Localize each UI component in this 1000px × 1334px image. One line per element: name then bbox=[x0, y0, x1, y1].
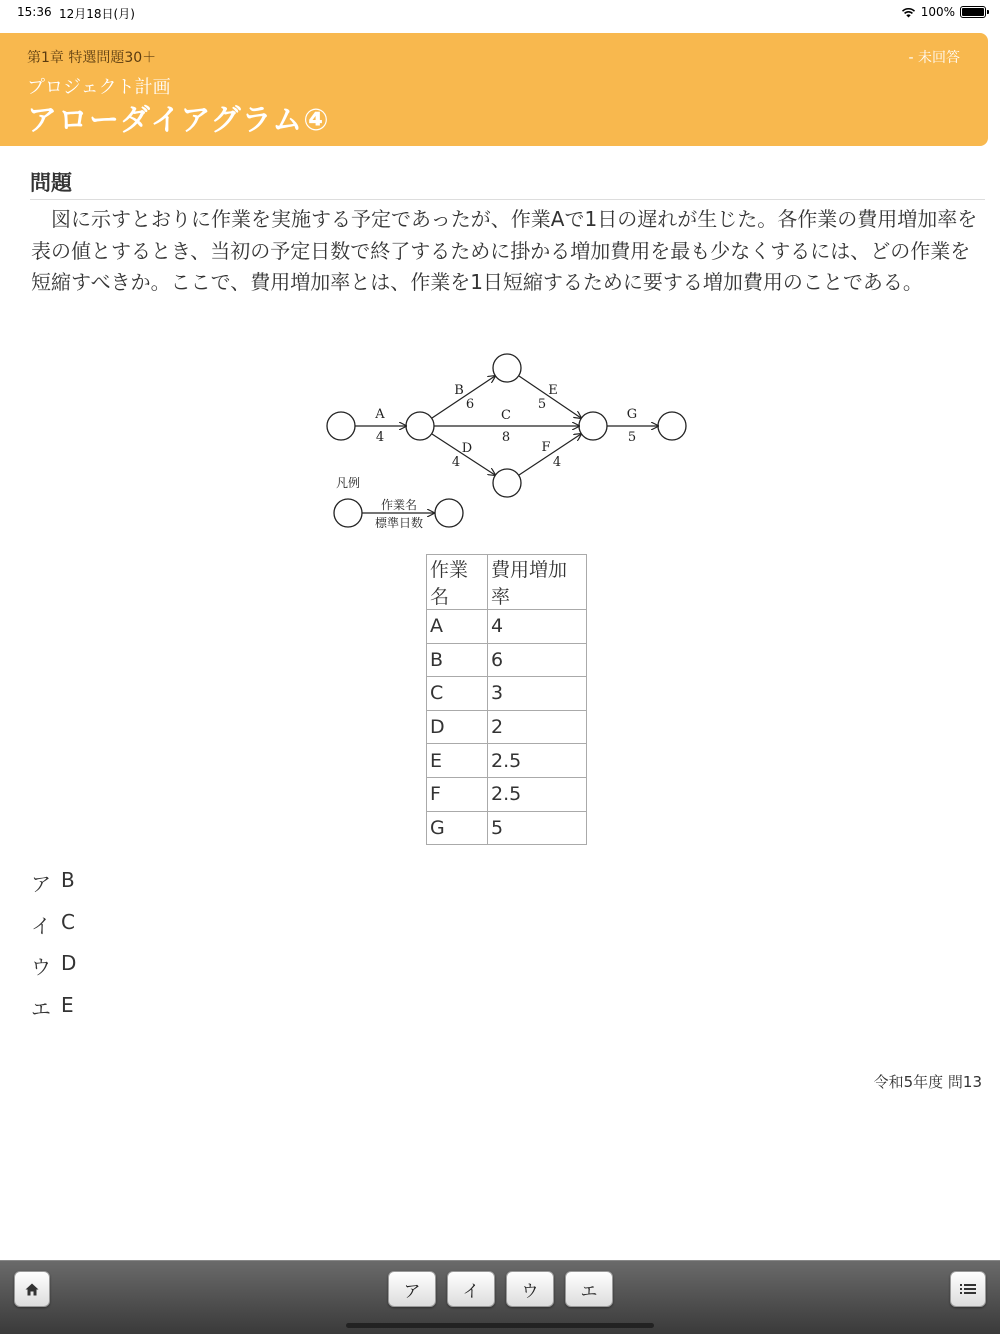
label-b-name: B bbox=[454, 383, 464, 398]
choice-value: C bbox=[61, 909, 75, 934]
table-row bbox=[427, 677, 587, 711]
table-cell: E bbox=[427, 744, 488, 778]
table-cell: G bbox=[427, 811, 488, 845]
table-cell: C bbox=[427, 677, 488, 711]
arrow-diagram bbox=[322, 350, 692, 535]
table-cell: F bbox=[427, 777, 488, 811]
status-bar bbox=[0, 0, 1000, 26]
table-cell: 4 bbox=[488, 610, 587, 644]
table-cell: B bbox=[427, 643, 488, 677]
battery-icon bbox=[960, 6, 986, 18]
status-time: 15:36 bbox=[17, 5, 52, 19]
chapter-label: 第1章 特選問題30＋ bbox=[27, 50, 157, 66]
choice-key: エ bbox=[31, 996, 51, 1021]
choice-i bbox=[31, 910, 76, 952]
cost-rate-table bbox=[426, 554, 587, 845]
answer-choices bbox=[31, 868, 76, 1034]
status-indicators bbox=[901, 5, 986, 19]
category-label: プロジェクト計画 bbox=[27, 77, 171, 98]
choice-value: E bbox=[61, 992, 74, 1017]
section-heading: 問題 bbox=[30, 171, 72, 195]
node-4 bbox=[493, 469, 521, 497]
label-a-name: A bbox=[375, 407, 385, 422]
label-d-name: D bbox=[461, 441, 473, 456]
table-cell: 5 bbox=[488, 811, 587, 845]
choice-key: イ bbox=[31, 913, 51, 938]
table-row bbox=[427, 710, 587, 744]
question-text: 図に示すとおりに作業を実施する予定であったが、作業Aで1日の遅れが生じた。各作業の費用増加率を表の値とするとき、当初の予定日数で終了するために掛かる増加費用を最も少なくするには、どの作業を短縮すべきか。ここで、費用増加率とは、作業を1日短縮するために要する増加費用のことである。 bbox=[31, 207, 978, 294]
home-icon bbox=[25, 1283, 39, 1296]
answer-button-i[interactable]: イ bbox=[447, 1271, 495, 1307]
choice-e bbox=[31, 993, 76, 1035]
divider bbox=[30, 199, 985, 200]
node-2 bbox=[406, 412, 434, 440]
choice-value: B bbox=[61, 868, 75, 892]
node-6 bbox=[658, 412, 686, 440]
label-e-days: 5 bbox=[537, 397, 547, 412]
label-d-days: 4 bbox=[451, 455, 461, 470]
label-f-days: 4 bbox=[552, 455, 562, 470]
table-row bbox=[427, 777, 587, 811]
home-indicator bbox=[346, 1323, 654, 1328]
question-header bbox=[0, 33, 988, 146]
table-row bbox=[427, 643, 587, 677]
choice-value: D bbox=[61, 951, 77, 975]
battery-percent: 100% bbox=[920, 5, 955, 19]
label-g-name: G bbox=[626, 407, 638, 422]
label-a-days: 4 bbox=[375, 430, 385, 445]
node-5 bbox=[579, 412, 607, 440]
table-row bbox=[427, 811, 587, 845]
label-b-days: 6 bbox=[465, 397, 475, 412]
label-f-name: F bbox=[541, 440, 551, 455]
list-icon bbox=[960, 1283, 976, 1295]
node-3 bbox=[493, 354, 521, 382]
status-date: 12月18日(月) bbox=[59, 7, 135, 21]
table-cell: 2.5 bbox=[488, 744, 587, 778]
column-header: 費用増加率 bbox=[488, 555, 587, 610]
legend-name: 作業名 bbox=[380, 498, 418, 512]
home-button[interactable] bbox=[14, 1271, 50, 1307]
legend-node-start bbox=[334, 499, 362, 527]
table-row bbox=[427, 610, 587, 644]
choice-key: ウ bbox=[31, 955, 51, 979]
wifi-icon bbox=[901, 7, 916, 18]
table-cell: A bbox=[427, 610, 488, 644]
legend-node-end bbox=[435, 499, 463, 527]
choice-a bbox=[31, 868, 76, 910]
label-c-days: 8 bbox=[501, 430, 511, 445]
source-label: 令和5年度 問13 bbox=[873, 1073, 982, 1091]
table-row bbox=[427, 744, 587, 778]
bottom-toolbar bbox=[0, 1260, 1000, 1334]
label-e-name: E bbox=[548, 383, 558, 398]
label-c-name: C bbox=[501, 408, 511, 423]
choice-key: ア bbox=[31, 872, 51, 896]
table-cell: 3 bbox=[488, 677, 587, 711]
answer-button-e[interactable]: エ bbox=[565, 1271, 613, 1307]
table-header-row bbox=[427, 555, 587, 610]
answer-button-u[interactable]: ウ bbox=[506, 1271, 554, 1307]
table-cell: 2 bbox=[488, 710, 587, 744]
page-title: アローダイアグラム④ bbox=[27, 103, 330, 138]
answer-status: - 未回答 bbox=[908, 50, 960, 66]
menu-button[interactable] bbox=[950, 1271, 986, 1307]
table-cell: 2.5 bbox=[488, 777, 587, 811]
legend-days: 標準日数 bbox=[374, 516, 424, 530]
table-cell: D bbox=[427, 710, 488, 744]
label-g-days: 5 bbox=[627, 430, 637, 445]
choice-u bbox=[31, 951, 76, 993]
node-1 bbox=[327, 412, 355, 440]
table-cell: 6 bbox=[488, 643, 587, 677]
legend-title: 凡例 bbox=[335, 476, 361, 490]
column-header: 作業名 bbox=[427, 555, 488, 610]
answer-button-a[interactable]: ア bbox=[388, 1271, 436, 1307]
